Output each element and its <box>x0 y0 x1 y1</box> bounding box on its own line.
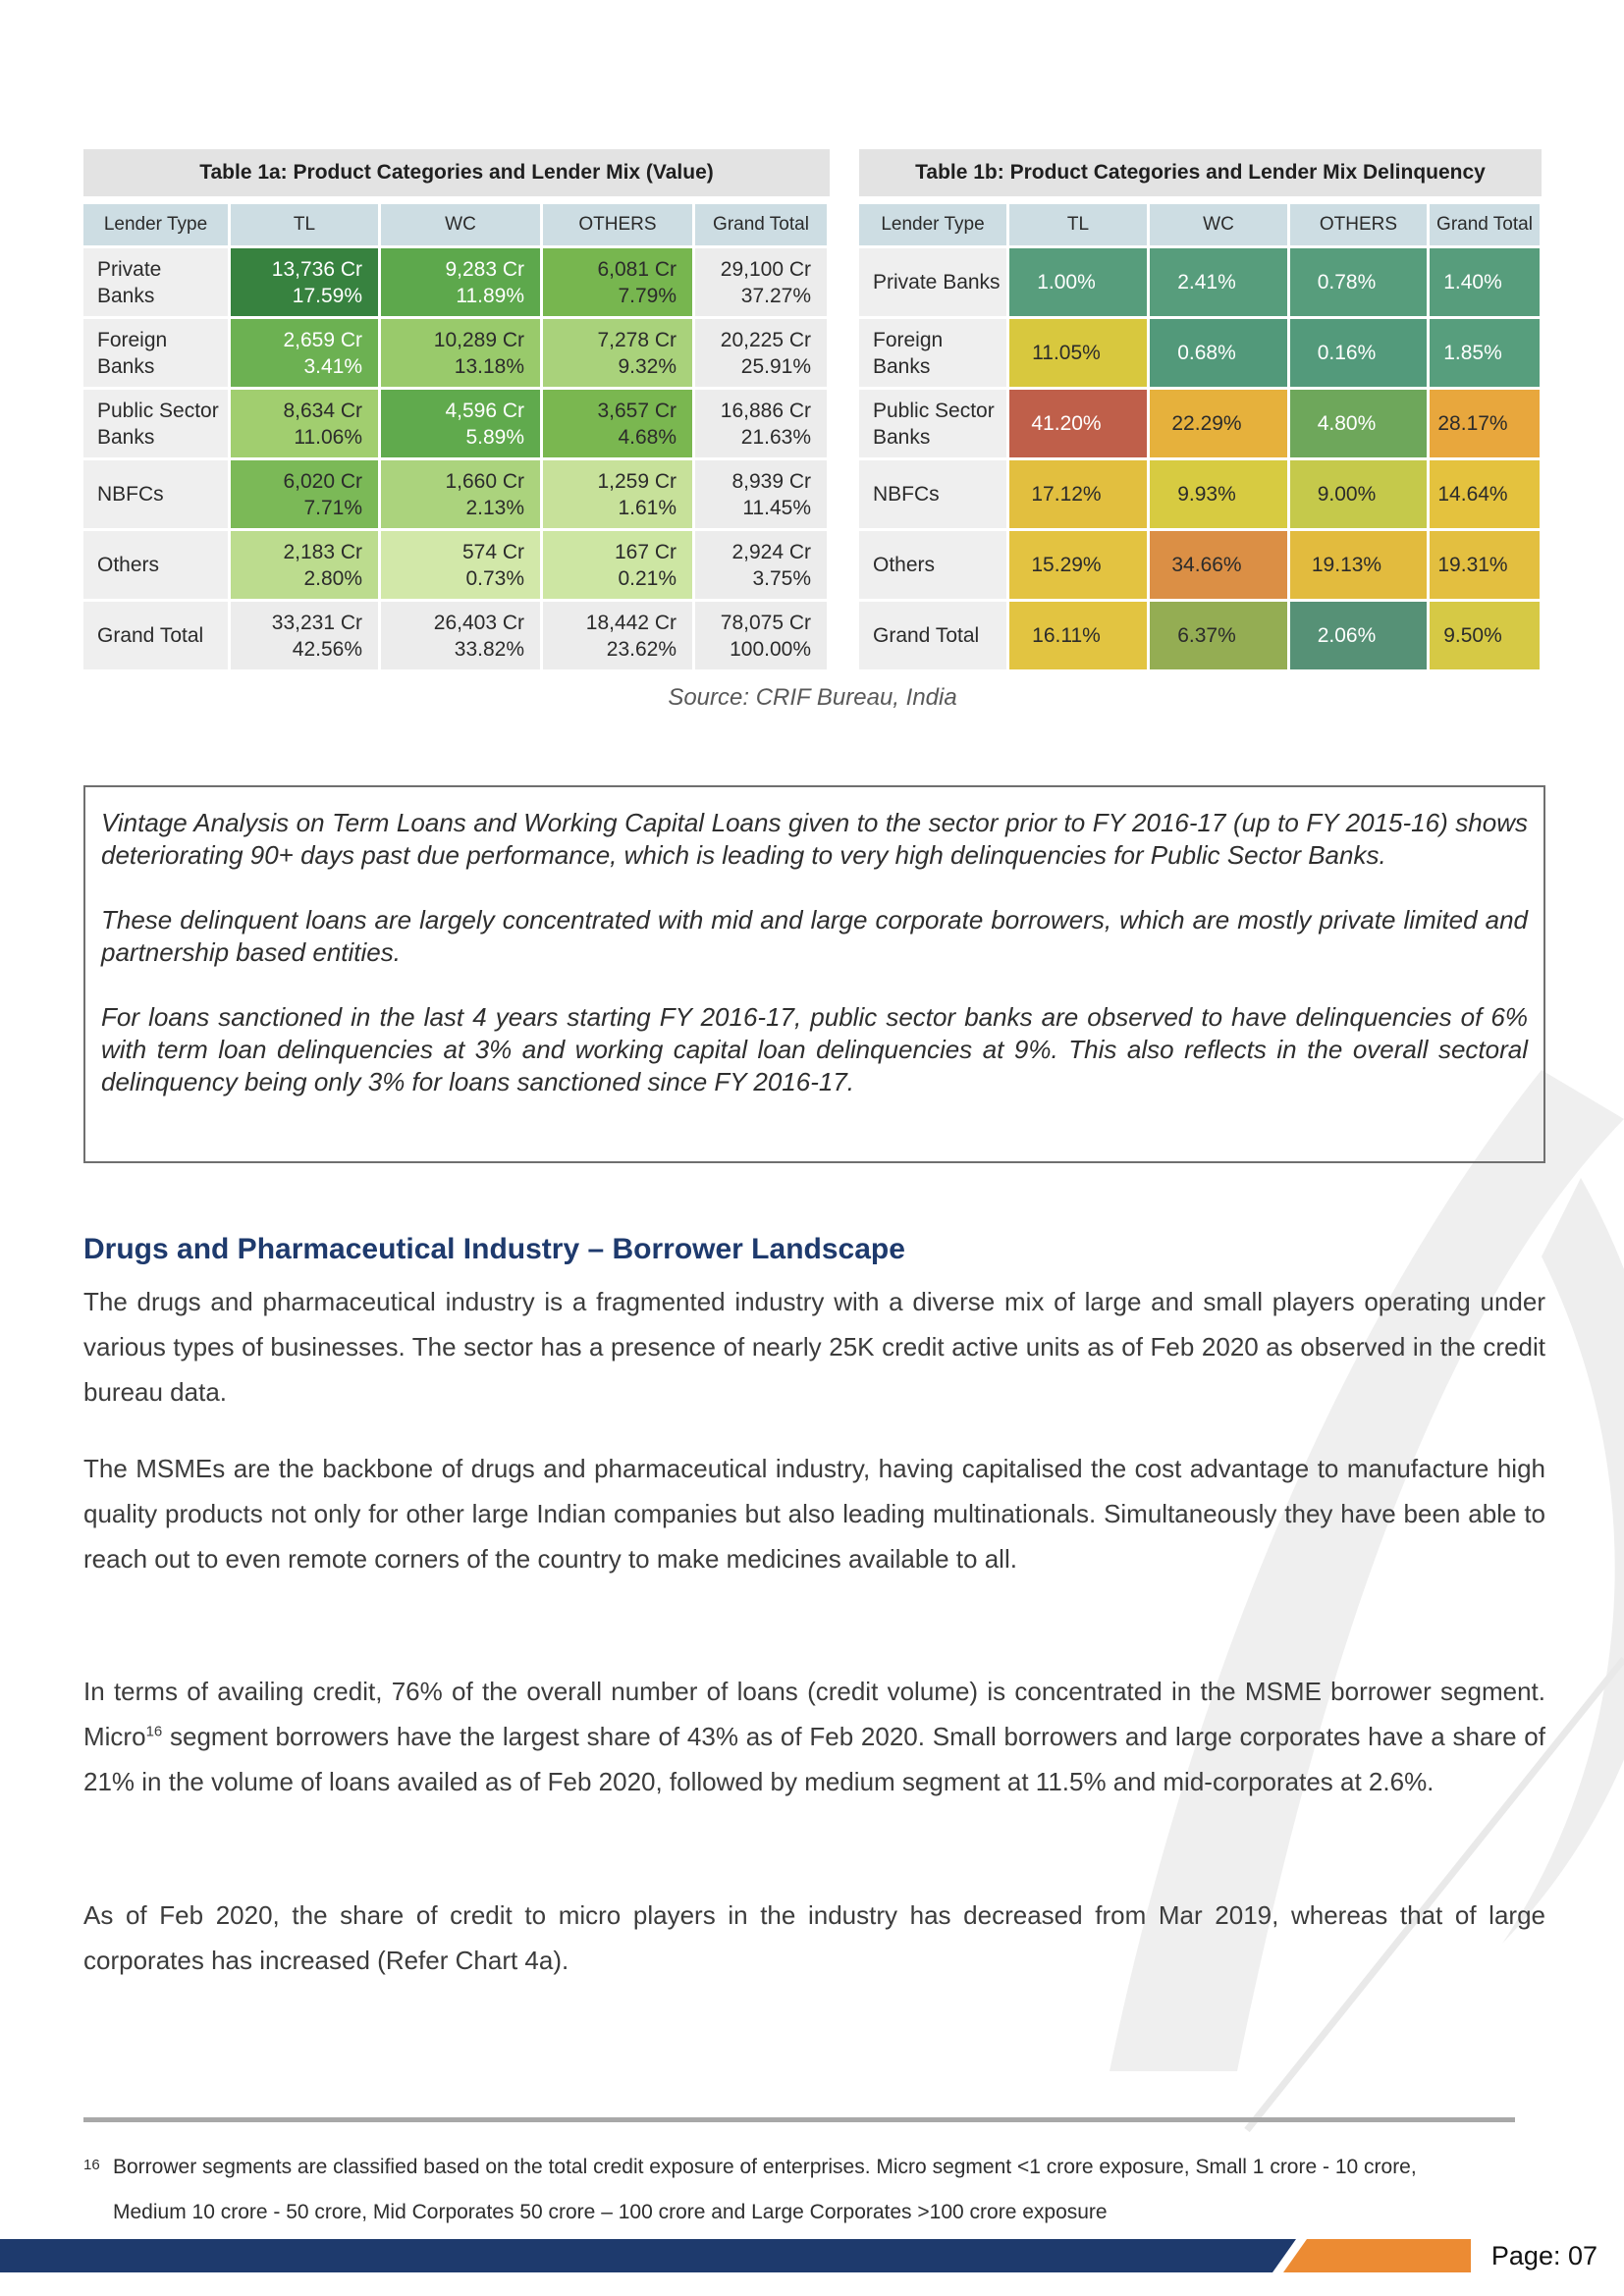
data-cell: 17.12% <box>1009 460 1147 528</box>
column-header: TL <box>1009 204 1147 245</box>
footer-bar-navy <box>0 2239 1296 2272</box>
data-cell: 8,634 Cr 11.06% <box>231 390 378 457</box>
data-cell: 15.29% <box>1009 531 1147 599</box>
table-1b-grid <box>859 204 1542 669</box>
footer-bar-orange <box>1283 2239 1471 2272</box>
footnote-ref: 16 <box>145 1723 163 1740</box>
row-label: Grand Total <box>83 602 228 669</box>
paragraph-text: In terms of availing credit, 76% of the overall number of loans (credit volume) is concentrated in the MSME borrower segment. Micro <box>83 1677 1545 1751</box>
page-number: Page: 07 <box>1490 2241 1597 2270</box>
column-header: WC <box>381 204 540 245</box>
column-header: Grand Total <box>1430 204 1540 245</box>
data-cell: 574 Cr 0.73% <box>381 531 540 599</box>
data-cell: 9.00% <box>1290 460 1427 528</box>
data-cell: 16,886 Cr 21.63% <box>695 390 827 457</box>
column-header: TL <box>231 204 378 245</box>
data-cell: 9.50% <box>1430 602 1540 669</box>
footnote-divider <box>83 2117 1515 2122</box>
row-label: Foreign Banks <box>859 319 1006 387</box>
data-cell: 6,081 Cr 7.79% <box>543 248 692 316</box>
data-cell: 1.00% <box>1009 248 1147 316</box>
table-1b <box>859 149 1542 669</box>
data-cell: 10,289 Cr 13.18% <box>381 319 540 387</box>
callout-paragraph: Vintage Analysis on Term Loans and Working Capital Loans given to the sector prior to FY 2016-17 (up to FY 2015-16) shows deteriorating 90+ days past due performance, which is leading to very high delinquencies for Public Sector Banks. <box>101 808 1528 870</box>
row-label: Public Sector Banks <box>83 390 228 457</box>
data-cell: 0.78% <box>1290 248 1427 316</box>
body-paragraph <box>83 1669 1545 1804</box>
row-label: Private Banks <box>859 248 1006 316</box>
section-heading: Drugs and Pharmaceutical Industry – Borrower Landscape <box>83 1233 905 1265</box>
paragraph-text: segment borrowers have the largest share of 43% as of Feb 2020. Small borrowers and large corporates have a share of 21% in the volume of loans availed as of Feb 2020, followed by medium segment at 11.5% and mid-corporates at 2.6%. <box>83 1722 1545 1796</box>
data-cell: 2.06% <box>1290 602 1427 669</box>
data-cell: 22.29% <box>1150 390 1287 457</box>
data-cell: 26,403 Cr 33.82% <box>381 602 540 669</box>
footnote <box>83 2145 1488 2235</box>
data-cell: 8,939 Cr 11.45% <box>695 460 827 528</box>
data-cell: 4.80% <box>1290 390 1427 457</box>
data-cell: 14.64% <box>1430 460 1540 528</box>
data-cell: 19.31% <box>1430 531 1540 599</box>
data-cell: 0.16% <box>1290 319 1427 387</box>
table-1b-title: Table 1b: Product Categories and Lender Mix Delinquency <box>859 149 1542 196</box>
data-cell: 20,225 Cr 25.91% <box>695 319 827 387</box>
column-header: Grand Total <box>695 204 827 245</box>
data-cell: 1,660 Cr 2.13% <box>381 460 540 528</box>
data-cell: 0.68% <box>1150 319 1287 387</box>
table-1a <box>83 149 830 669</box>
data-cell: 9.93% <box>1150 460 1287 528</box>
data-cell: 28.17% <box>1430 390 1540 457</box>
table-1a-title: Table 1a: Product Categories and Lender Mix (Value) <box>83 149 830 196</box>
data-cell: 41.20% <box>1009 390 1147 457</box>
row-label: Public Sector Banks <box>859 390 1006 457</box>
data-cell: 1.40% <box>1430 248 1540 316</box>
data-cell: 11.05% <box>1009 319 1147 387</box>
row-label: Others <box>83 531 228 599</box>
callout-paragraph: For loans sanctioned in the last 4 years starting FY 2016-17, public sector banks are observed to have delinquencies of 6% with term loan delinquencies at 3% and working capital loan delinquencies at 9%. This also reflects in the overall sectoral delinquency being only 3% for loans sanctioned since FY 2016-17. <box>101 1002 1528 1096</box>
source-note: Source: CRIF Bureau, India <box>668 684 957 711</box>
data-cell: 3,657 Cr 4.68% <box>543 390 692 457</box>
data-cell: 2,659 Cr 3.41% <box>231 319 378 387</box>
data-cell: 78,075 Cr 100.00% <box>695 602 827 669</box>
data-cell: 6.37% <box>1150 602 1287 669</box>
callout-paragraph: These delinquent loans are largely concentrated with mid and large corporate borrowers, which are mostly private limited and partnership based entities. <box>101 905 1528 967</box>
column-header: WC <box>1150 204 1287 245</box>
row-label: Others <box>859 531 1006 599</box>
data-cell: 18,442 Cr 23.62% <box>543 602 692 669</box>
column-header: Lender Type <box>859 204 1006 245</box>
row-label: NBFCs <box>83 460 228 528</box>
data-cell: 19.13% <box>1290 531 1427 599</box>
data-cell: 9,283 Cr 11.89% <box>381 248 540 316</box>
row-label: Foreign Banks <box>83 319 228 387</box>
callout-box <box>83 785 1545 1163</box>
data-cell: 7,278 Cr 9.32% <box>543 319 692 387</box>
data-cell: 6,020 Cr 7.71% <box>231 460 378 528</box>
row-label: NBFCs <box>859 460 1006 528</box>
column-header: Lender Type <box>83 204 228 245</box>
data-cell: 13,736 Cr 17.59% <box>231 248 378 316</box>
row-label: Grand Total <box>859 602 1006 669</box>
data-cell: 1.85% <box>1430 319 1540 387</box>
body-paragraph: As of Feb 2020, the share of credit to micro players in the industry has decreased from Mar 2019, whereas that of large corporates has increased (Refer Chart 4a). <box>83 1900 1545 1975</box>
data-cell: 1,259 Cr 1.61% <box>543 460 692 528</box>
table-1a-grid <box>83 204 830 669</box>
data-cell: 167 Cr 0.21% <box>543 531 692 599</box>
data-cell: 16.11% <box>1009 602 1147 669</box>
data-cell: 2,924 Cr 3.75% <box>695 531 827 599</box>
data-cell: 33,231 Cr 42.56% <box>231 602 378 669</box>
row-label: Private Banks <box>83 248 228 316</box>
data-cell: 2.41% <box>1150 248 1287 316</box>
footnote-text: Borrower segments are classified based on the total credit exposure of enterprises. Micro segment <1 crore exposure, Small 1 crore - 10 crore, Medium 10 crore - 50 crore, Mid Corporates 50 crore – 100 crore and Large Corporates >100 crore exposure <box>113 2156 1417 2223</box>
data-cell: 29,100 Cr 37.27% <box>695 248 827 316</box>
body-paragraph: The MSMEs are the backbone of drugs and pharmaceutical industry, having capitalised the cost advantage to manufacture high quality products not only for other large Indian companies but also leading multinationals. Simultaneously they have been able to reach out to even remote corners of the country to make medicines available to all. <box>83 1454 1545 1574</box>
footnote-marker: 16 <box>83 2157 100 2173</box>
column-header: OTHERS <box>1290 204 1427 245</box>
data-cell: 4,596 Cr 5.89% <box>381 390 540 457</box>
tables-row <box>83 149 1542 669</box>
column-header: OTHERS <box>543 204 692 245</box>
data-cell: 34.66% <box>1150 531 1287 599</box>
data-cell: 2,183 Cr 2.80% <box>231 531 378 599</box>
body-paragraph: The drugs and pharmaceutical industry is a fragmented industry with a diverse mix of large and small players operating under various types of businesses. The sector has a presence of nearly 25K credit active units as of Feb 2020 as observed in the credit bureau data. <box>83 1287 1545 1407</box>
